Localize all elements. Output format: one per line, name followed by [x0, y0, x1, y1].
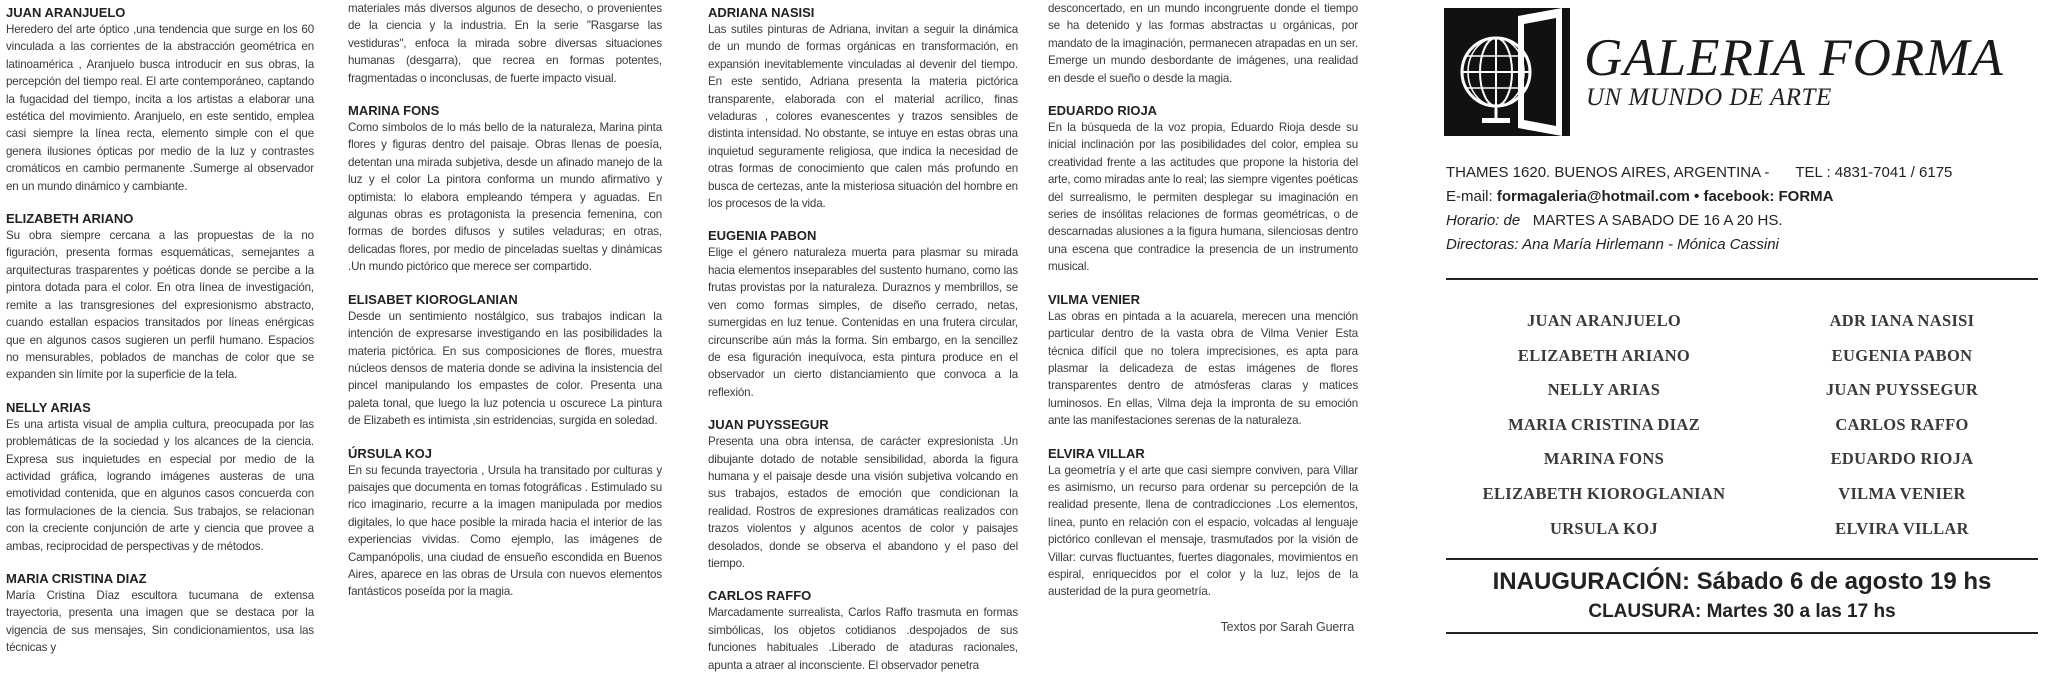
roster-name: CARLOS RAFFO: [1835, 414, 1969, 434]
email-label: E-mail:: [1446, 188, 1493, 205]
artist-bio: Heredero del arte óptico ,una tendencia que surge en los 60 vinculada a las corrientes de la abstracción geométrica en latinoamérica , Aranjuelo busca introducir en sus obras, la percepción del tiempo real. El arte contemporáneo, captando la fugacidad del tiempo, incita a los artistas a elaborar una estética del movimiento. Aranjuelo, en este sentido, emplea casi siempre la línea recta, elemento simple con el que genera ilusiones ópticas por medio de la luz y contrastes cromáticos en cambio permanente .Sumerge al observador en un mundo dinámico y cambiante.: [6, 23, 314, 193]
roster-name: NELLY ARIAS: [1547, 380, 1661, 400]
roster-name: VILMA VENIER: [1838, 483, 1966, 503]
roster-name: ELIZABETH KIOROGLANIAN: [1482, 483, 1726, 503]
artist-entry: [6, 4, 314, 195]
divider-bottom: [1446, 558, 2038, 560]
artist-entry: [1048, 102, 1358, 276]
artist-entry: [348, 445, 662, 601]
continued-text: materiales más diversos algunos de desecho, o provenientes de la ciencia y la industria. En la serie "Rasgarse las vestiduras", enfoca la mirada sobre diversas situaciones humanas (desgarra), que recrea en formas potentes, fragmentadas o inconclusas, de fuerte impacto visual.: [348, 2, 662, 85]
artist-bio: Las sutiles pinturas de Adriana, invitan a seguir la dinámica de un mundo de formas orgánicas en transformación, en expansión inevitablemente vinculadas al devenir del tiempo. En este sentido, Adriana presenta la materia pictórica transparente, elaborada con el material acrílico, finas veladuras , colores evanescentes y trazos sensibles de distinta intensidad. No obstante, se intuye en estas obras una inquietud seguramente religiosa, que indica la necesidad de otras formas de conocimiento que calen más profundo en busca de certezas, ante la misteriosa situación del hombre en los procesos de la vida.: [708, 23, 1018, 211]
divider-footer: [1446, 632, 2038, 634]
roster-name: JUAN ARANJUELO: [1526, 311, 1682, 330]
globe-logo-icon: [1444, 8, 1570, 136]
roster-name: MARIA CRISTINA DIAZ: [1508, 414, 1700, 434]
facebook-link[interactable]: FORMA: [1778, 188, 1834, 205]
gallery-subtitle: UN MUNDO DE ARTE: [1586, 84, 1832, 111]
address: THAMES 1620. BUENOS AIRES, ARGENTINA -: [1446, 164, 1770, 181]
artist-name: ELISABET KIOROGLANIAN: [348, 291, 518, 307]
roster-name: MARINA FONS: [1543, 449, 1665, 469]
closing-date: CLAUSURA: Martes 30 a las 17 hs: [1588, 601, 1896, 622]
artist-name: MARINA FONS: [348, 103, 440, 119]
roster-name: URSULA KOJ: [1550, 518, 1658, 538]
directors: Directoras: Ana María Hirlemann - Mónica Cassini: [1446, 236, 1779, 253]
artist-bio: En su fecunda trayectoria , Ursula ha transitado por culturas y paisajes que documenta en tomas fotográficas . Estimulado su rico imaginario, recurre a la imagen manipulada por medios digitales, lo que hace posible la mirada hacia el interior de las experiencias vividas. Como ejemplo, las imágenes de Campanópolis, una ciudad de ensueño escondida en Buenos Aires, aparece en las obras de Ursula con nuevos elementos fantásticos poseída por la magia.: [348, 463, 662, 599]
gallery-title: GALERIA FORMA: [1584, 29, 2004, 87]
artist-name: ELVIRA VILLAR: [1048, 445, 1145, 461]
artist-name: ÚRSULA KOJ: [348, 445, 433, 461]
artist-entry: [708, 416, 1018, 572]
artist-name: MARIA CRISTINA DIAZ: [6, 570, 147, 586]
gallery-panel: [1444, 0, 2040, 644]
artist-bio: Presenta una obra intensa, de carácter expresionista .Un dibujante dotado de notable sensibilidad, aborda la figura humana y el paisaje desde una visión subjetiva volcando en sus trabajos, estados de emoción que condicionan la realidad. Rostros de expresiones dramáticas realizados con trazos violentos y algunos acentos de color y paisajes desolados, donde se observa el abandono y el paso del tiempo.: [708, 435, 1018, 570]
artist-name: NELLY ARIAS: [6, 399, 91, 415]
text-column-2: [348, 0, 662, 644]
artist-entry: [708, 4, 1018, 212]
artist-bio: Las obras en pintada a la acuarela, merecen una mención particular dentro de la vasta obra de Vilma Venier Esta técnica difícil que no tolera imprecisiones, es apta para plasmar la delicadeza de estas imágenes de flores transparentes dentro de atmósferas claras y matices luminosos. En ellas, Vilma deja la impronta de su emoción ante las manifestaciones serenas de la naturaleza.: [1048, 309, 1358, 428]
artist-bio: María Cristina Díaz escultora tucumana de extensa trayectoria, presenta una imagen que se destaca por la vigencia de sus mensajes, Sin condicionamientos, usa las técnicas y: [6, 588, 314, 655]
artist-bio: La geometría y el arte que casi siempre conviven, para Villar es asimismo, un recurso para ordenar su percepción de la realidad presente, llena de contradicciones .Los elementos, línea, punto en relación con el espacio, volcadas al lenguaje pictórico conllevan el mensaje, trasmutados por la visión de Villar: curvas fluctuantes, fuertes diagonales, movimientos en espiral, enriquecidos por el color y la luz, lejos de la austeridad de la pura geometría.: [1048, 463, 1358, 599]
artist-entry: [708, 227, 1018, 401]
artist-bio: Como símbolos de lo más bello de la naturaleza, Marina pinta flores y figuras dentro del paisaje. Obras llenas de poesía, detentan una mirada subjetiva, desde un afinado manejo de la luz y el color La pintora conforma un mundo afirmativo y optimista: lo elabora empleando témpera y aguadas. En algunas obras es protagonista la presencia femenina, con formas de bordes difusos y sutiles veladuras; en otras, delicadas flores, por medio de pinceladas sueltas y dinámicas .Un mundo pictórico que merece ser compartido.: [348, 121, 662, 274]
opening-date: INAUGURACIÓN: Sábado 6 de agosto 19 hs: [1492, 568, 1992, 595]
text-column-1: [6, 0, 314, 655]
roster-left-column: [1444, 304, 1764, 546]
roster-name: JUAN PUYSSEGUR: [1825, 380, 1979, 400]
hours-row: [1446, 209, 2040, 233]
artist-name: ADRIANA NASISI: [708, 5, 815, 20]
artist-name: ELIZABETH ARIANO: [6, 211, 134, 227]
roster-name: ELVIRA VILLAR: [1835, 518, 1969, 538]
roster-name: EDUARDO RIOJA: [1830, 449, 1974, 469]
artist-entry: [348, 102, 662, 276]
artist-name: JUAN ARANJUELO: [6, 5, 126, 20]
telephone: TEL : 4831-7041 / 6175: [1795, 164, 1953, 181]
artist-entry: [708, 587, 1018, 674]
artist-entry: [6, 570, 314, 657]
artist-name: EDUARDO RIOJA: [1048, 103, 1158, 119]
roster-name: EUGENIA PABON: [1831, 345, 1973, 365]
roster-name: ADR IANA NASISI: [1829, 311, 1975, 330]
artist-bio: Su obra siempre cercana a las propuestas de la no figuración, presenta formas esquemáticas, semejantes a arquitecturas trasparentes y poéticas donde se percibe a la pintora dotada para el color. En otra línea de investigación, remite a las transgresiones del expresionismo abstracto, cuando estallan espacios transitados por líneas enérgicas que en algunos casos sugieren un perfil humano. Espacios no mensurables, poblados de manchas de color que se expanden sin límite por la superficie de la tela.: [6, 229, 314, 382]
artist-entry: [6, 210, 314, 384]
artist-entry: [348, 291, 662, 430]
roster-right-column: [1764, 304, 2040, 546]
artist-name: JUAN PUYSSEGUR: [708, 417, 829, 433]
artist-name: CARLOS RAFFO: [708, 588, 812, 604]
artist-bio: Marcadamente surrealista, Carlos Raffo trasmuta en formas simbólicas, los objetos cotidianos .despojados de sus funciones habituales .Liberado de ataduras racionales, apunta a atraer al inconsciente. El observador penetra: [708, 606, 1018, 672]
contact-row: [1446, 185, 2040, 209]
artist-name: VILMA VENIER: [1048, 291, 1140, 307]
text-credit: Textos por Sarah Guerra: [1220, 619, 1354, 634]
artist-name: EUGENIA PABON: [708, 228, 817, 244]
artist-bio: Elige el género naturaleza muerta para plasmar su mirada hacia elementos inseparables del sustento humano, como las frutas provistas por la naturaleza. Duraznos y membrillos, se ven como formas simples, de diseño cerrado, netas, sumergidas en luz tenue. Contenidas en una frutera circular, circunscribe aún más la forma. Sin embargo, en la sencillez de esa figuración inequívoca, esta pintura produce en el observador un cierto distanciamiento que convoca a la reflexión.: [708, 246, 1018, 399]
artist-bio: En la búsqueda de la voz propia, Eduardo Rioja desde su inicial inclinación por las posibilidades del color, emplea su creatividad frente a las actitudes que propone la historia del arte, como miradas ante lo real; las siempre vigentes poéticas del surrealismo, le permiten desplegar su imaginación en series de insólitas relaciones de formas geométricas, o de descarnadas alusiones a la figura humana, silenciosas dentro una escena que contradice la presencia de un instrumento musical.: [1048, 121, 1358, 274]
email-link[interactable]: formagaleria@hotmail.com: [1496, 188, 1690, 205]
continued-text: desconcertado, en un mundo incongruente donde el tiempo se ha detenido y las formas abstractas u orgánicas, por mandato de la imaginación, permanecen atrapadas en un ser. Emerge un mundo desbordante de imágenes, una realidad en desde el sueño o desde la magia.: [1048, 2, 1358, 85]
text-column-4: [1048, 0, 1358, 644]
hours-label: Horario: de: [1446, 212, 1521, 229]
address-row: [1446, 161, 2040, 185]
hours: MARTES A SABADO DE 16 A 20 HS.: [1532, 212, 1783, 229]
artist-entry: [1048, 445, 1358, 601]
artist-bio: Desde un sentimiento nostálgico, sus trabajos indican la intención de expresarse investigando en las posibilidades la materia pictórica. En sus composiciones de flores, muestra núcleos densos de materia donde se adivina la insistencia del pincel manipulando los empastes de color. Presenta una paleta tonal, que luego la luz potencia u oscurece La pintura de Elizabeth es intimista ,sin estridencias, surgida en soledad.: [348, 309, 662, 428]
facebook-label: facebook:: [1703, 188, 1775, 205]
roster-name: ELIZABETH ARIANO: [1517, 345, 1691, 365]
artist-entry: [6, 399, 314, 555]
gallery-info: [1446, 161, 2040, 257]
text-column-3: [708, 0, 1018, 672]
bullet: •: [1694, 188, 1700, 205]
artist-bio: Es una artista visual de amplia cultura, preocupada por las problemáticas de la sociedad y los alcances de la ciencia. Expresa sus inquietudes en especial por medio de la actividad gráfica, logrando imágenes austeras de una emotividad contenida, que en algunos casos concuerda con las formulaciones de la ciencia. Sus trabajos, se relacionan con la creciente conjunción de arte y ciencia que provee a ambas, reciprocidad de perspectivas y de métodos.: [6, 417, 314, 553]
artist-entry: [1048, 291, 1358, 430]
divider-top: [1446, 278, 2038, 280]
